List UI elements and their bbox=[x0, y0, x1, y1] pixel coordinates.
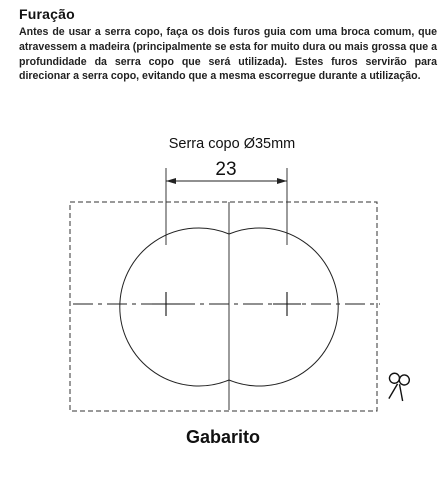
cut-outline bbox=[70, 202, 377, 411]
saw-size-label: Serra copo Ø35mm bbox=[168, 136, 296, 152]
dimension-arrow-left bbox=[166, 178, 176, 184]
scissors-icon bbox=[386, 372, 410, 401]
dimension-arrow-right bbox=[277, 178, 287, 184]
intro-paragraph: Antes de usar a serra copo, faça os dois furos guia com uma broca comum, que atravessem a madeira (principalmente se esta for muito dura ou mais grossa que a profundidade da serra copo que será utilizada). Estes furos servirão para direcionar a serra copo, evitando que a mesma escorregue durante a utilização. bbox=[19, 26, 437, 83]
section-heading: Furação bbox=[19, 6, 75, 22]
template-caption: Gabarito bbox=[185, 427, 261, 447]
hole-spacing-value: 23 bbox=[215, 159, 237, 180]
